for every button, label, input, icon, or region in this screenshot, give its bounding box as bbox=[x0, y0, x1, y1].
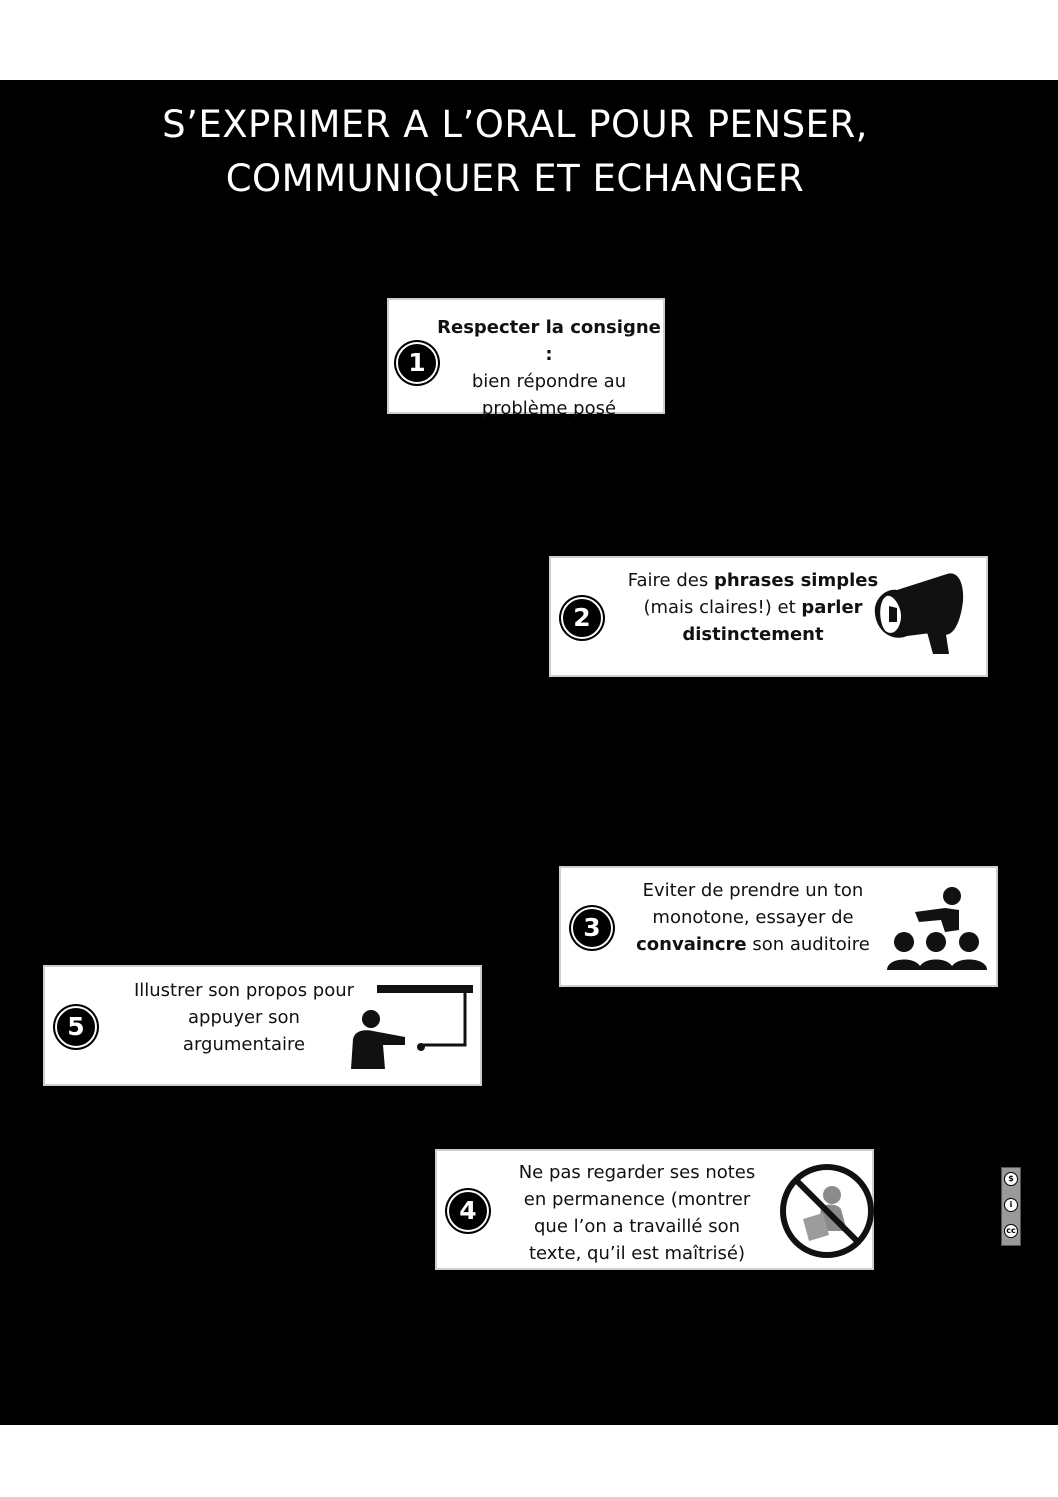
card-4-line-2: en permanence (montrer bbox=[523, 1189, 751, 1210]
card-3-line-1: Eviter de prendre un ton bbox=[642, 880, 864, 901]
title-line-2: COMMUNIQUER ET ECHANGER bbox=[225, 157, 805, 200]
creative-commons-icon: cc bbox=[1004, 1224, 1018, 1238]
card-1-bold: Respecter la consigne : bbox=[437, 317, 661, 365]
card-2-text-2: (mais claires!) et bbox=[643, 597, 802, 618]
megaphone-icon bbox=[867, 570, 969, 656]
card-1-line-3: problème posé bbox=[481, 398, 617, 419]
card-3 bbox=[559, 866, 998, 987]
by-icon: i bbox=[1004, 1198, 1018, 1212]
number-badge-3: 3 bbox=[573, 909, 611, 947]
page-title bbox=[0, 98, 1030, 206]
card-2-text-1: Faire des bbox=[627, 570, 714, 591]
number-badge-4: 4 bbox=[449, 1192, 487, 1230]
card-5-text bbox=[115, 977, 373, 1058]
card-5-line-2: appuyer son bbox=[188, 1007, 300, 1028]
card-3-line-2: monotone, essayer de bbox=[652, 907, 854, 928]
card-1-line-2: bien répondre au bbox=[471, 371, 627, 392]
audience-speaker-icon bbox=[885, 886, 989, 972]
license-badge bbox=[1001, 1167, 1021, 1246]
card-1 bbox=[387, 298, 665, 419]
card-2-bold-2: parler bbox=[801, 597, 863, 618]
card-4 bbox=[435, 1149, 874, 1270]
card-3-line-3: son auditoire bbox=[746, 934, 870, 955]
title-line-1: S’EXPRIMER A L’ORAL POUR PENSER, bbox=[162, 103, 868, 146]
card-4-line-3: que l’on a travaillé son bbox=[533, 1216, 740, 1237]
card-3-bold: convaincre bbox=[636, 934, 747, 955]
card-2 bbox=[549, 556, 988, 677]
card-4-line-4: texte, qu’il est maîtrisé) bbox=[528, 1243, 746, 1264]
card-5 bbox=[43, 965, 482, 1086]
card-5-line-3: argumentaire bbox=[182, 1034, 306, 1055]
nc-icon: $ bbox=[1004, 1172, 1018, 1186]
card-2-bold-3: distinctement bbox=[682, 624, 824, 645]
no-reading-notes-icon bbox=[777, 1161, 877, 1261]
number-badge-2: 2 bbox=[563, 599, 601, 637]
presenter-board-icon bbox=[345, 983, 477, 1073]
card-4-line-1: Ne pas regarder ses notes bbox=[518, 1162, 756, 1183]
card-4-text bbox=[501, 1159, 773, 1267]
card-2-bold-1: phrases simples bbox=[713, 570, 879, 591]
card-1-text bbox=[431, 314, 667, 422]
number-badge-1: 1 bbox=[398, 344, 436, 382]
card-5-line-1: Illustrer son propos pour bbox=[133, 980, 355, 1001]
number-badge-5: 5 bbox=[57, 1008, 95, 1046]
card-3-text bbox=[621, 877, 885, 958]
card-2-text bbox=[611, 567, 895, 648]
